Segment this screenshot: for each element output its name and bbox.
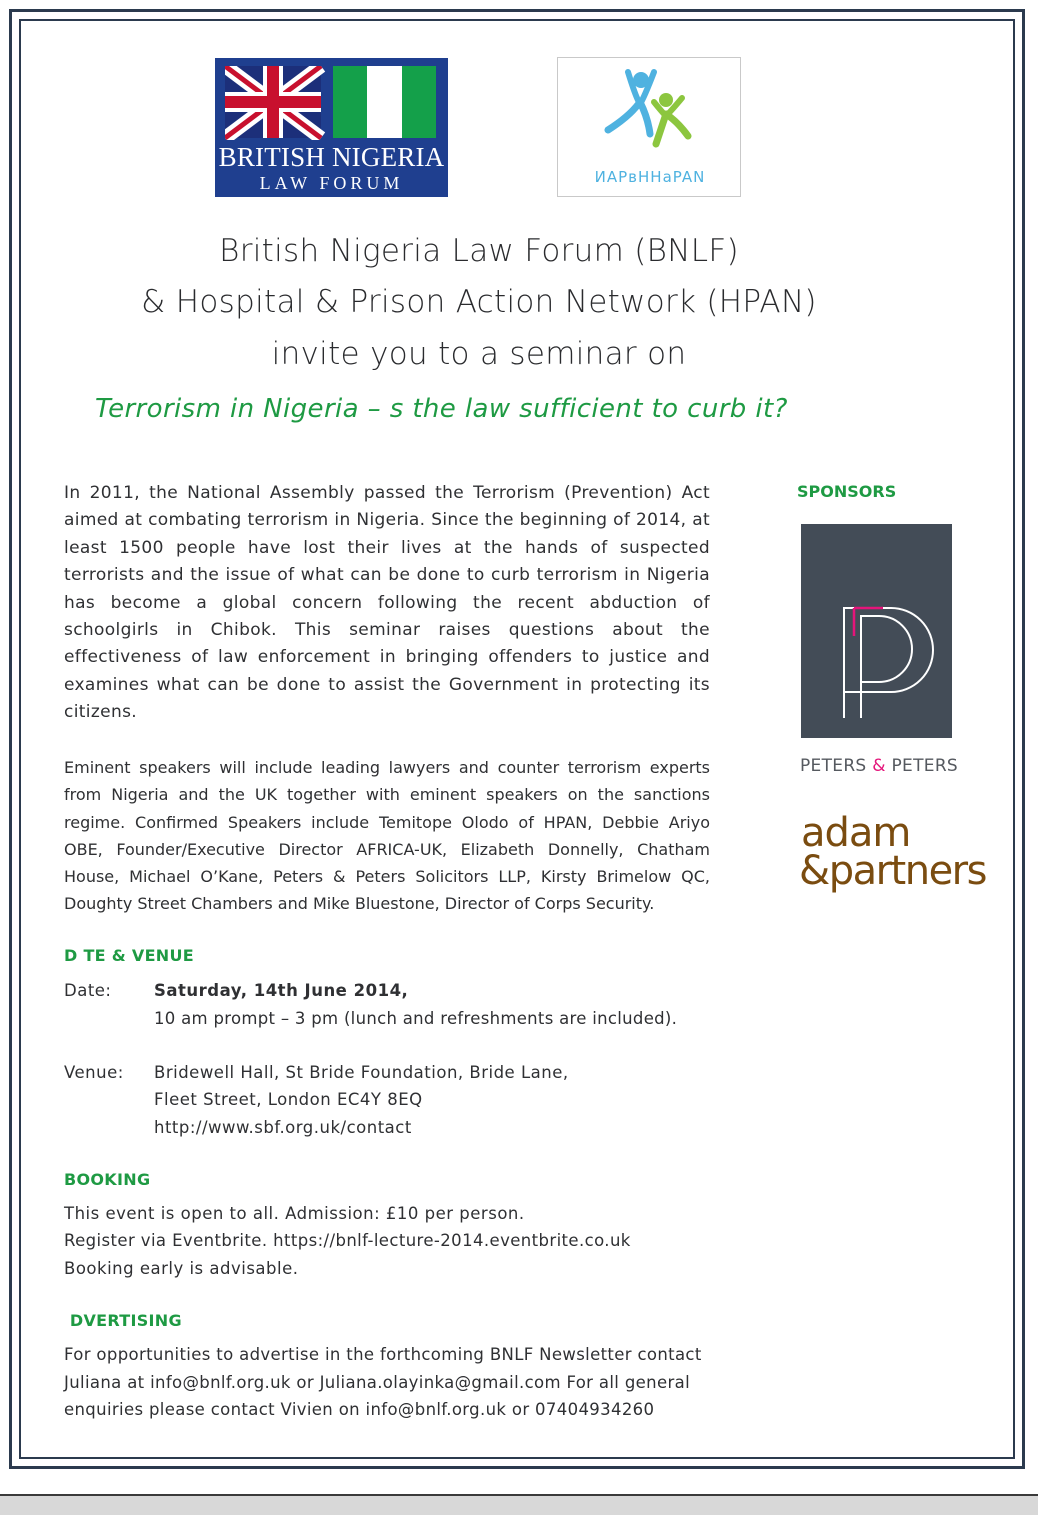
time-value: 10 am prompt – 3 pm (lunch and refreshments are included). — [154, 1009, 678, 1028]
admission-label: Admission: — [285, 1204, 381, 1223]
admission-price: £10 per person. — [380, 1204, 525, 1223]
peters-peters-name — [800, 756, 958, 776]
adam-partners-line1: adam — [801, 810, 911, 856]
advertising-line1: For opportunities to advertise in the forthcoming BNLF Newsletter contact — [64, 1345, 702, 1364]
advertising-line3[interactable]: enquiries please contact Vivien on info@bnlf.org.uk or 07404934260 — [64, 1400, 655, 1419]
heading-line3: invite you to a seminar on — [271, 336, 687, 372]
peters-logo-box — [801, 524, 952, 738]
venue-label: Venue: — [64, 1063, 124, 1082]
venue-line1: Bridewell Hall, St Bride Foundation, Bride Lane, — [154, 1063, 569, 1082]
booking-line1 — [64, 1204, 525, 1223]
pp-monogram-icon — [801, 524, 952, 738]
bnlf-logo — [215, 58, 448, 197]
peters-amp: & — [872, 756, 886, 776]
date-label: Date: — [64, 981, 112, 1000]
seminar-title: Terrorism in Nigeria – s the law sufficient to curb it? — [95, 394, 788, 424]
hpan-logo — [557, 57, 741, 197]
bnlf-logo-line2: LAW FORUM — [259, 173, 404, 193]
advertising-line2[interactable]: Juliana at info@bnlf.org.uk or Juliana.olayinka@gmail.com For all general — [64, 1373, 691, 1392]
nigeria-flag-icon — [333, 66, 436, 138]
bottom-bar — [0, 1494, 1038, 1515]
intro-paragraph: In 2011, the National Assembly passed the Terrorism (Prevention) Act aimed at combating terrorism in Nigeria. Since the beginning of 2014, at least 1500 people have lost their lives at the hands of suspected terrorists and the issue of what can be done to curb terrorism in Nigeria has become a global concern following the recent abduction of schoolgirls in Chibok. This seminar raises questions about the effectiveness of law enforcement in bringing offenders to justice and examines what can be done to assist the Government in protecting its citizens. — [64, 483, 710, 723]
speakers-paragraph: Eminent speakers will include leading lawyers and counter terrorism experts from Nigeria and the UK together with eminent speakers on the sanctions regime. Confirmed Speakers include Temitope Olodo of HPAN, Debbie Ariyo OBE, Founder/Executive Director AFRICA-UK, Elizabeth Donnelly, Chatham House, Michael O’Kane, Peters & Peters Solicitors LLP, Kirsty Brimelow QC, Doughty Street Chambers and Mike Bluestone, Director of Corps Security. — [64, 758, 710, 914]
date-venue-heading: D TE & VENUE — [64, 946, 195, 965]
peters-left: PETERS — [800, 756, 873, 776]
bnlf-logo-line1: BRITISH NIGERIA — [218, 142, 445, 172]
advertising-heading: DVERTISING — [64, 1311, 182, 1330]
booking-open-text: This event is open to all. — [64, 1204, 286, 1223]
booking-advice: Booking early is advisable. — [64, 1259, 299, 1278]
sponsors-heading: SPONSORS — [797, 482, 897, 501]
hpan-logo-text: ИAPвHHaPAN — [594, 168, 706, 186]
heading-line2: & Hospital & Prison Action Network (HPAN) — [141, 284, 817, 320]
venue-line2: Fleet Street, London EC4Y 8EQ — [154, 1090, 423, 1109]
date-value: Saturday, 14th June 2014, — [154, 981, 409, 1000]
peters-right: PETERS — [885, 756, 959, 776]
heading-line1: British Nigeria Law Forum (BNLF) — [219, 233, 739, 269]
adam-partners-line2: &partners — [799, 848, 986, 894]
flags-icon — [225, 66, 438, 140]
booking-heading: BOOKING — [64, 1170, 151, 1189]
union-jack-icon — [225, 66, 321, 138]
booking-register[interactable]: Register via Eventbrite. https://bnlf-lecture-2014.eventbrite.co.uk — [64, 1231, 631, 1250]
venue-url[interactable]: http://www.sbf.org.uk/contact — [154, 1118, 412, 1137]
hpan-figures-icon — [558, 58, 742, 168]
